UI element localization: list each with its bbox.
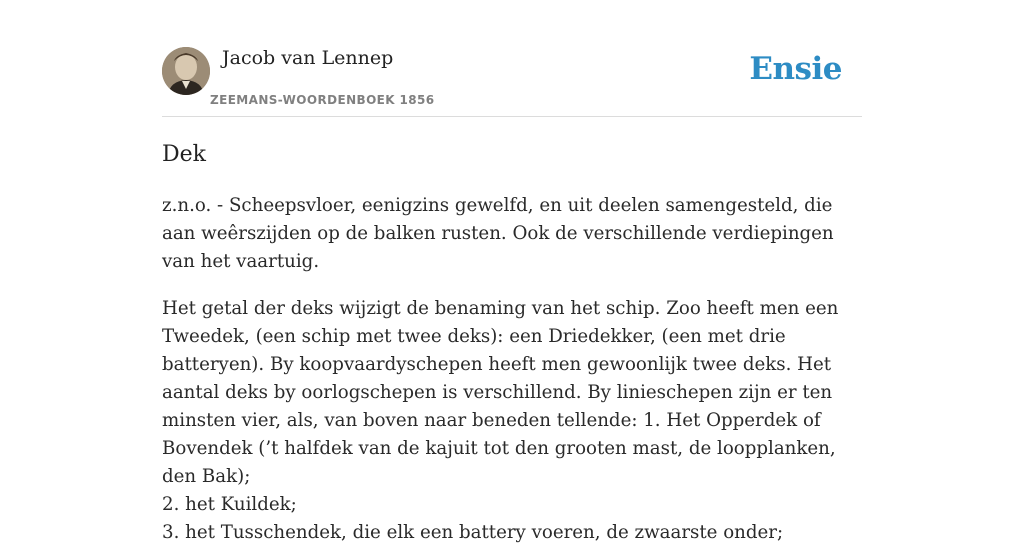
author-name[interactable]: Jacob van Lennep: [222, 47, 394, 69]
ensie-logo[interactable]: Ensie: [749, 51, 842, 87]
list-item-tusschendek: 3. het Tusschendek, die elk een battery voeren, de zwaarste onder;: [162, 522, 784, 543]
paragraph-details-text: Het getal der deks wijzigt de benaming van het schip. Zoo heeft men een Tweedek, (een schip met twee deks): een Driedekker, (een met drie batteryen). By koopvaardyschepen heeft men gewoonlijk twee deks. Het aantal deks by oorlogschepen is verschillend. By linieschepen zijn er ten minsten vier, als, van boven naar beneden tellende: 1. Het Opperdek of Bovendek (’t halfdek van de kajuit tot den grooten mast, de loopplanken, den Bak);: [162, 298, 839, 487]
source-title[interactable]: ZEEMANS-WOORDENBOEK 1856: [210, 93, 435, 107]
author-avatar[interactable]: [162, 47, 210, 95]
entry-body: [162, 192, 862, 547]
author-portrait-image: [162, 47, 210, 95]
entry-title: Dek: [162, 142, 206, 167]
header: [162, 0, 862, 117]
page: [162, 0, 862, 543]
list-item-kuildek: 2. het Kuildek;: [162, 494, 297, 515]
paragraph-details: [162, 295, 862, 547]
paragraph-definition: z.n.o. - Scheepsvloer, eenigzins gewelfd, en uit deelen samengesteld, die aan weêrszijden op de balken rusten. Ook de verschillende verdiepingen van het vaartuig.: [162, 195, 834, 272]
